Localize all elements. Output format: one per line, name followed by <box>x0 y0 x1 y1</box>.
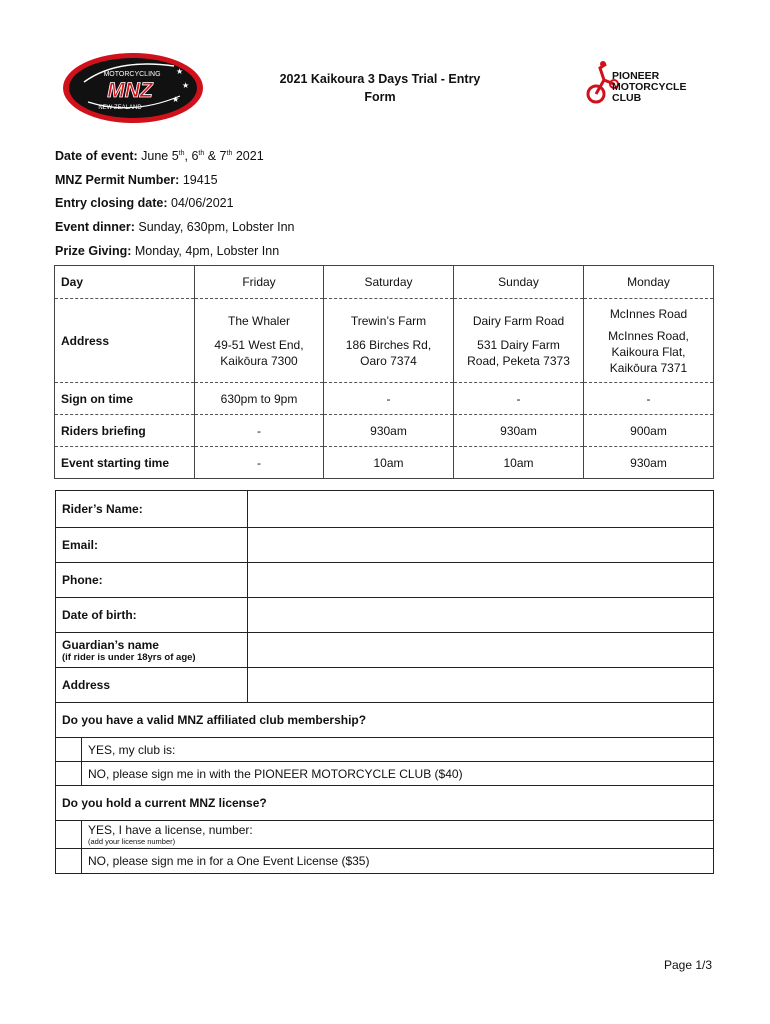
date-sup: th <box>226 149 233 157</box>
address-cell <box>454 299 584 383</box>
address-line: 186 Birches Rd, <box>345 337 432 352</box>
license-yes-label: YES, I have a license, number: <box>88 823 253 837</box>
address-line: Oaro 7374 <box>360 353 417 368</box>
start-cell: 930am <box>584 447 714 479</box>
address-line: McInnes Road, <box>608 328 689 343</box>
briefing-cell: 930am <box>454 415 584 447</box>
closing-label: Entry closing date: <box>55 196 168 210</box>
address-cell <box>584 299 714 383</box>
license-question-row <box>56 786 714 821</box>
date-part: 2021 <box>232 149 264 163</box>
address-line: 531 Dairy Farm <box>477 337 560 352</box>
pioneer-logo-text <box>612 71 686 104</box>
membership-yes-checkbox[interactable] <box>56 738 82 762</box>
permit-label: MNZ Permit Number: <box>55 173 180 187</box>
signon-cell: - <box>584 383 714 415</box>
start-cell: 10am <box>324 447 454 479</box>
signon-cell: - <box>324 383 454 415</box>
page-number: Page 1/3 <box>664 958 713 972</box>
license-yes-checkbox[interactable] <box>56 821 82 849</box>
day-label: Day <box>55 266 195 299</box>
schedule-table <box>54 265 714 479</box>
svg-text:★: ★ <box>172 95 180 104</box>
schedule-row-signon <box>55 383 714 415</box>
membership-yes-label: YES, my club is: <box>82 738 714 762</box>
mnz-logo <box>62 52 204 124</box>
dob-row <box>56 598 714 633</box>
title-line2: Form <box>364 90 396 104</box>
dinner-label: Event dinner: <box>55 220 135 234</box>
briefing-cell: 930am <box>324 415 454 447</box>
address-label: Address <box>55 299 195 383</box>
address-cell <box>324 299 454 383</box>
rider-form-table <box>55 490 714 874</box>
prize-value: Monday, 4pm, Lobster Inn <box>134 244 280 258</box>
day-cell: Friday <box>195 266 324 299</box>
date-sup: th <box>198 149 205 157</box>
address-label: Address <box>56 668 248 703</box>
date-part: June 5 <box>141 149 179 163</box>
membership-question: Do you have a valid MNZ affiliated club membership? <box>56 703 714 738</box>
signon-cell: 630pm to 9pm <box>195 383 324 415</box>
address-name: Trewin’s Farm <box>350 313 427 328</box>
membership-question-row <box>56 703 714 738</box>
date-label: Date of event: <box>55 149 138 163</box>
guardian-row <box>56 633 714 668</box>
address-line: Kaikōura 7300 <box>220 353 298 368</box>
prize-label: Prize Giving: <box>55 244 132 258</box>
guardian-label: Guardian’s name <box>62 637 159 652</box>
email-row <box>56 528 714 563</box>
rider-name-field[interactable] <box>248 491 714 528</box>
start-label: Event starting time <box>55 447 195 479</box>
dob-field[interactable] <box>248 598 714 633</box>
address-name: Dairy Farm Road <box>472 313 565 328</box>
membership-yes-row <box>56 738 714 762</box>
membership-no-row <box>56 762 714 786</box>
start-cell: - <box>195 447 324 479</box>
membership-no-checkbox[interactable] <box>56 762 82 786</box>
license-yes-row <box>56 821 714 849</box>
day-cell: Monday <box>584 266 714 299</box>
briefing-label: Riders briefing <box>55 415 195 447</box>
email-field[interactable] <box>248 528 714 563</box>
date-part: & 7 <box>204 149 227 163</box>
pioneer-line2: MOTORCYCLE <box>612 81 687 93</box>
pioneer-line3: CLUB <box>612 92 642 104</box>
address-field[interactable] <box>248 668 714 703</box>
address-line: Kaikōura 7371 <box>609 360 688 375</box>
svg-text:★: ★ <box>176 67 184 76</box>
guardian-note: (if rider is under 18yrs of age) <box>62 651 196 663</box>
day-cell: Sunday <box>454 266 584 299</box>
mnz-logo-top-text: MOTORCYCLING <box>103 71 161 78</box>
permit-number <box>55 173 218 187</box>
date-of-event <box>55 149 264 163</box>
address-line: Kaikoura Flat, <box>611 344 686 359</box>
phone-label: Phone: <box>56 563 248 598</box>
address-line: 49-51 West End, <box>214 337 304 352</box>
signon-label: Sign on time <box>55 383 195 415</box>
permit-value: 19415 <box>182 173 218 187</box>
event-dinner <box>55 220 294 234</box>
briefing-cell: 900am <box>584 415 714 447</box>
address-row <box>56 668 714 703</box>
briefing-cell: - <box>195 415 324 447</box>
schedule-row-start <box>55 447 714 479</box>
email-label: Email: <box>56 528 248 563</box>
mnz-logo-bottom-text: NEW ZEALAND <box>98 105 142 111</box>
membership-no-label: NO, please sign me in with the PIONEER MOTORCYCLE CLUB ($40) <box>82 762 714 786</box>
license-no-label: NO, please sign me in for a One Event License ($35) <box>82 849 714 874</box>
license-no-row <box>56 849 714 874</box>
day-cell: Saturday <box>324 266 454 299</box>
schedule-row-day <box>55 266 714 299</box>
address-line: Road, Peketa 7373 <box>467 353 570 368</box>
closing-date <box>55 196 234 210</box>
address-name: McInnes Road <box>609 306 688 321</box>
date-part: , 6 <box>184 149 199 163</box>
rider-name-row <box>56 491 714 528</box>
phone-row <box>56 563 714 598</box>
schedule-row-briefing <box>55 415 714 447</box>
pioneer-line1: PIONEER <box>612 70 660 82</box>
closing-value: 04/06/2021 <box>171 196 234 210</box>
prize-giving <box>55 244 279 258</box>
form-title <box>240 70 520 106</box>
license-yes-note: (add your license number) <box>88 837 176 846</box>
guardian-label-cell <box>56 633 248 668</box>
mnz-logo-main-text: MNZ <box>107 79 153 102</box>
address-name: The Whaler <box>227 313 291 328</box>
guardian-field[interactable] <box>248 633 714 668</box>
dob-label: Date of birth: <box>56 598 248 633</box>
date-sup: th <box>178 149 185 157</box>
dinner-value: Sunday, 630pm, Lobster Inn <box>138 220 295 234</box>
license-yes-cell <box>82 821 714 849</box>
rider-name-label: Rider’s Name: <box>56 491 248 528</box>
start-cell: 10am <box>454 447 584 479</box>
address-cell <box>195 299 324 383</box>
svg-text:★: ★ <box>182 81 190 90</box>
phone-field[interactable] <box>248 563 714 598</box>
title-line1: 2021 Kaikoura 3 Days Trial - Entry <box>279 72 481 86</box>
signon-cell: - <box>454 383 584 415</box>
license-no-checkbox[interactable] <box>56 849 82 874</box>
schedule-row-address <box>55 299 714 383</box>
license-question: Do you hold a current MNZ license? <box>56 786 714 821</box>
